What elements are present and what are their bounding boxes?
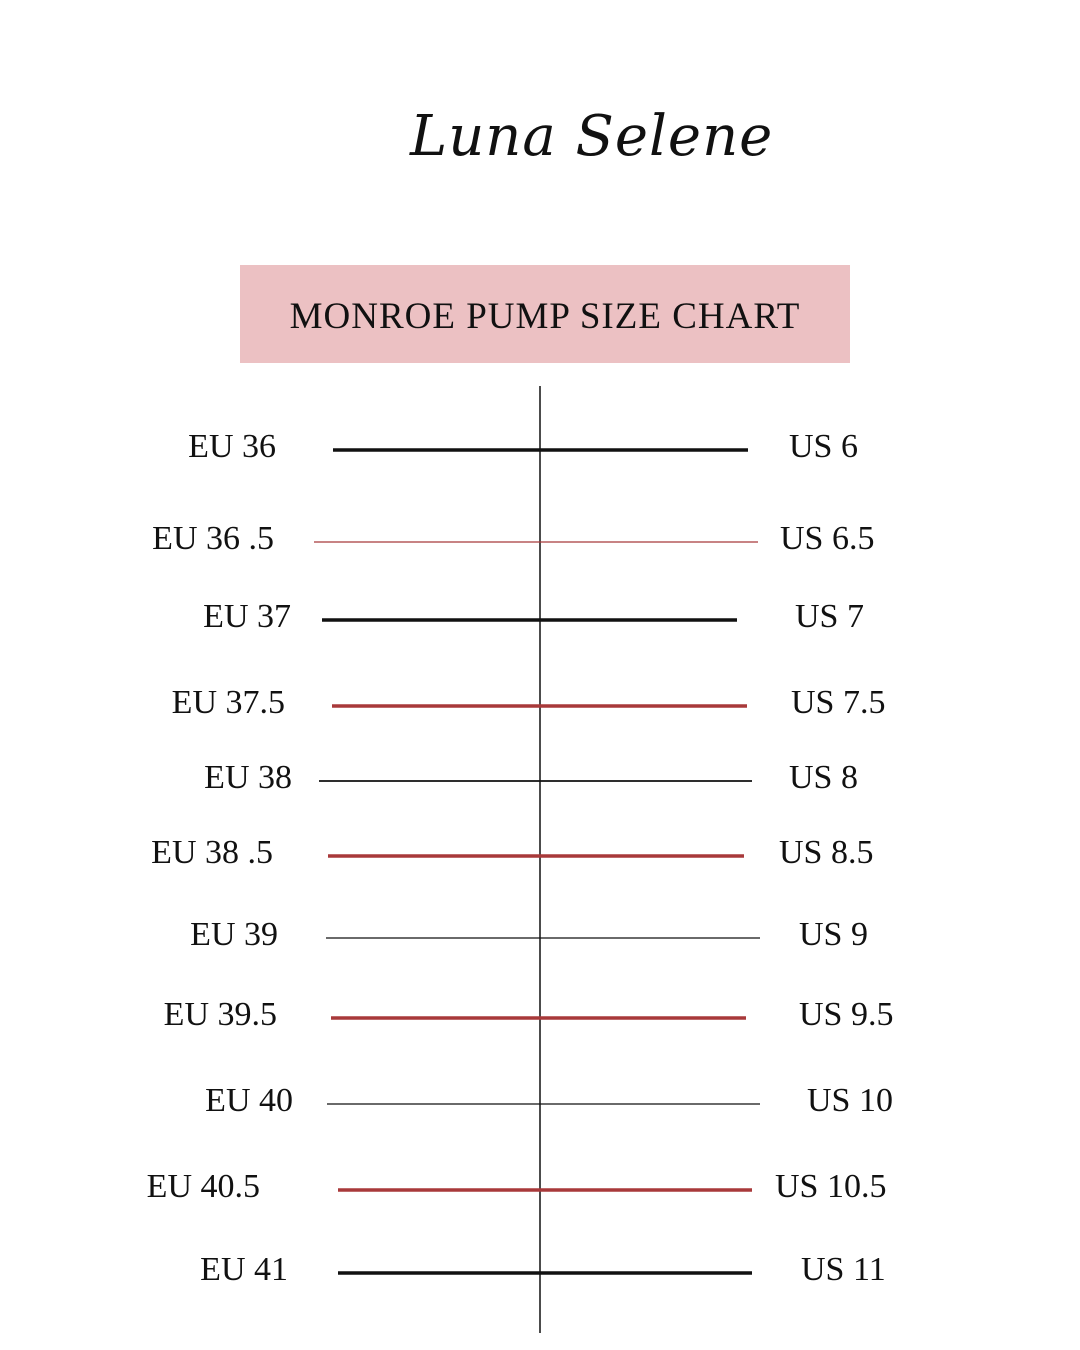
eu-size-label: EU 41 <box>200 1251 288 1288</box>
size-rows <box>147 428 894 1288</box>
page-title: MONROE PUMP SIZE CHART <box>289 295 801 337</box>
brand-logo-text: Luna Selene <box>410 104 774 169</box>
us-size-label: US 8.5 <box>779 834 874 871</box>
us-size-label: US 8 <box>789 759 858 796</box>
eu-size-label: EU 39 <box>190 916 278 953</box>
eu-size-label: EU 36 .5 <box>152 520 274 557</box>
us-size-label: US 9 <box>799 916 868 953</box>
us-size-label: US 6 <box>789 428 858 465</box>
us-size-label: US 7.5 <box>791 684 886 721</box>
us-size-label: US 10.5 <box>775 1168 887 1205</box>
us-size-label: US 7 <box>795 598 864 635</box>
us-size-label: US 11 <box>801 1251 886 1288</box>
eu-size-label: EU 38 <box>204 759 292 796</box>
us-size-label: US 6.5 <box>780 520 875 557</box>
eu-size-label: EU 36 <box>188 428 276 465</box>
eu-size-label: EU 37 <box>203 598 291 635</box>
us-size-label: US 9.5 <box>799 996 894 1033</box>
eu-size-label: EU 39.5 <box>163 996 277 1033</box>
us-size-label: US 10 <box>807 1082 893 1119</box>
eu-size-label: EU 38 .5 <box>151 834 273 871</box>
eu-size-label: EU 40 <box>205 1082 293 1119</box>
eu-size-label: EU 40.5 <box>146 1168 260 1205</box>
eu-size-label: EU 37.5 <box>171 684 285 721</box>
